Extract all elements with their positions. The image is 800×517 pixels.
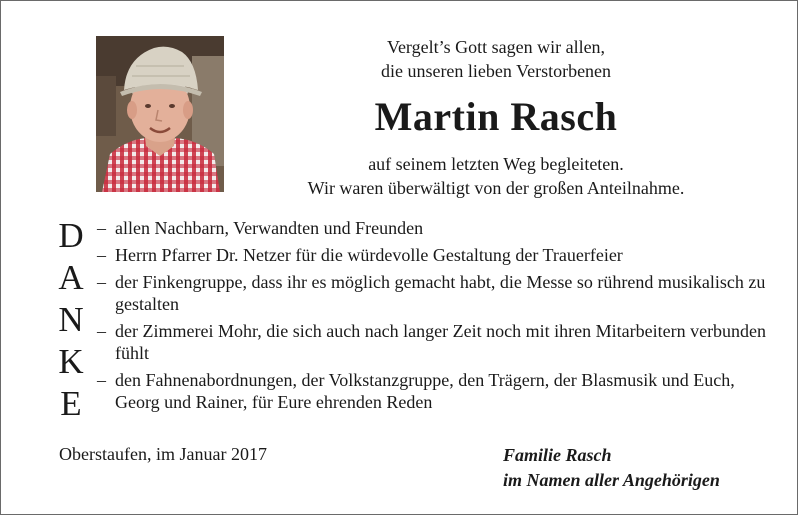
list-item (97, 320, 777, 364)
list-item (97, 271, 777, 315)
dash-bullet: – (97, 272, 106, 292)
list-item-text: Herrn Pfarrer Dr. Netzer für die würdevolle Gestaltung der Trauerfeier (115, 245, 623, 265)
intro-text (241, 35, 751, 83)
danke-letter: K (58, 342, 84, 381)
list-item (97, 244, 777, 266)
signature-line-2: im Namen aller Angehörigen (503, 470, 720, 490)
list-item-text: der Zimmerei Mohr, die sich auch nach langer Zeit noch mit ihren Mitarbeitern verbunden fühlt (115, 321, 767, 363)
thanks-list (97, 217, 777, 418)
list-item-text: allen Nachbarn, Verwandten und Freunden (115, 218, 424, 238)
list-item (97, 217, 777, 239)
portrait-photo (96, 36, 224, 192)
place-date: Oberstaufen, im Januar 2017 (59, 444, 267, 464)
dash-bullet: – (97, 218, 106, 238)
signature-line-1: Familie Rasch (503, 445, 612, 465)
danke-letter: N (58, 300, 84, 339)
acknowledgement-line-1: auf seinem letzten Weg begleiteten. (368, 154, 624, 174)
acknowledgement-line-2: Wir waren überwältigt von der großen Anteilnahme. (307, 178, 685, 198)
dash-bullet: – (97, 370, 106, 390)
deceased-name: Martin Rasch (374, 94, 618, 139)
list-item-text: den Fahnenabordnungen, der Volkstanzgruppe, den Trägern, der Blasmusik und Euch, Georg und Rainer, für Eure ehrenden Reden (115, 370, 735, 412)
danke-letter: D (58, 216, 84, 255)
intro-line-2: die unseren lieben Verstorbenen (380, 61, 612, 81)
danke-letter: E (60, 384, 82, 423)
intro-line-1: Vergelt’s Gott sagen wir allen, (386, 37, 606, 57)
danke-letter: A (58, 258, 84, 297)
acknowledgement-text (241, 152, 751, 200)
list-item (97, 369, 777, 413)
dash-bullet: – (97, 245, 106, 265)
dash-bullet: – (97, 321, 106, 341)
danke-vertical-heading (51, 215, 91, 425)
list-item-text: der Finkengruppe, dass ihr es möglich gemacht habt, die Messe so rührend musikalisch zu gestalten (115, 272, 766, 314)
signature-block (503, 443, 720, 493)
